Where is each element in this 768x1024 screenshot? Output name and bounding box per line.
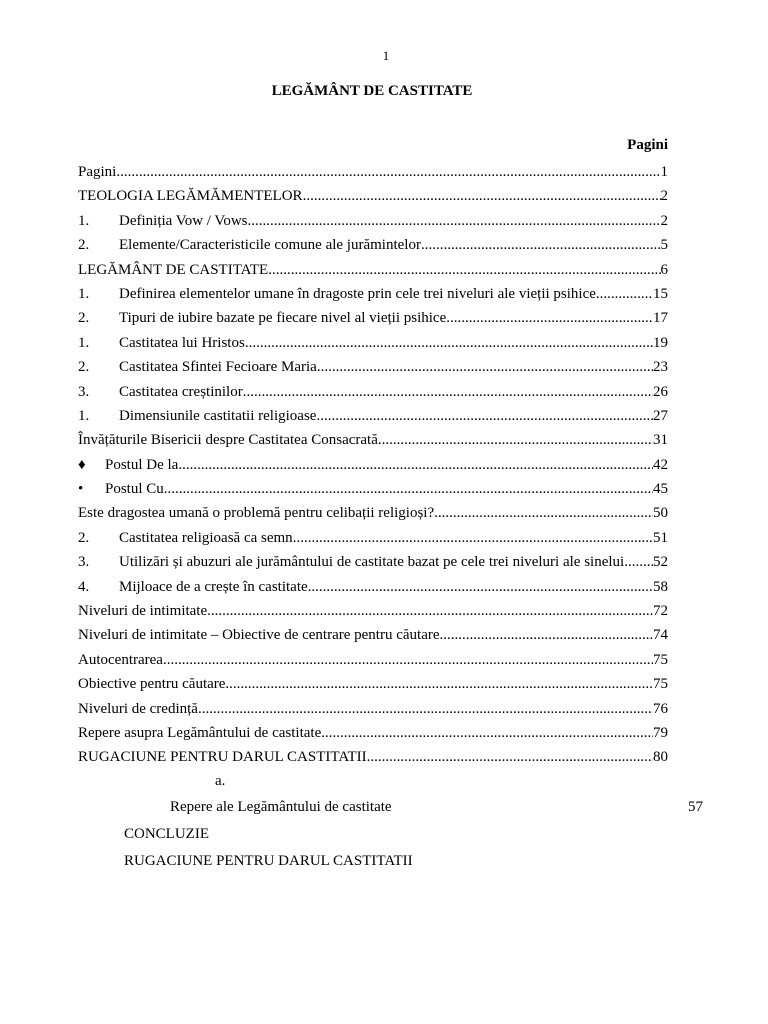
toc-entry-leader (308, 575, 653, 599)
toc-entry-label: Castitatea lui Hristos (119, 334, 245, 351)
toc-entry-page: 19 (653, 334, 668, 351)
toc-entry-marker: 1. (78, 334, 90, 351)
toc-entry-label: RUGACIUNE PENTRU DARUL CASTITATII (78, 749, 367, 766)
toc-entry-marker: 1. (78, 407, 90, 424)
toc-entry-page: 50 (653, 505, 668, 522)
toc-entry-marker: 2. (78, 237, 90, 254)
page-number: 1 (382, 48, 390, 63)
toc-entry[interactable] (78, 526, 668, 550)
toc-entry-page: 5 (660, 237, 668, 254)
toc-entry-label: LEGĂMÂNT DE CASTITATE (78, 261, 269, 278)
trailing-concluzie: CONCLUZIE (124, 826, 209, 842)
toc-entry[interactable] (78, 209, 668, 233)
toc-entry-label: Tipuri de iubire bazate pe fiecare nivel al vieții psihice (119, 310, 447, 327)
toc-entry[interactable] (78, 160, 668, 184)
toc-entry[interactable] (78, 721, 668, 745)
toc-entry-page: 27 (653, 407, 668, 424)
toc-entry[interactable] (78, 623, 668, 647)
trailing-repere-page: 57 (688, 799, 703, 815)
toc-entry-marker: 1. (78, 212, 90, 229)
toc-entry-label: Niveluri de intimitate (78, 603, 208, 620)
trailing-rugaciune: RUGACIUNE PENTRU DARUL CASTITATII (124, 853, 413, 869)
toc-entry-label: Pagini (78, 164, 117, 180)
toc-entry-page: 31 (653, 432, 668, 449)
toc-entry-marker: 3. (78, 554, 90, 571)
document-title: LEGĂMÂNT DE CASTITATE (271, 83, 473, 99)
toc-entry-leader (321, 721, 653, 745)
toc-entry-page: 80 (653, 749, 668, 766)
toc-entry-page: 45 (653, 481, 668, 498)
toc-entry-label: Repere asupra Legământului de castitate (78, 724, 322, 741)
toc-entry-leader (378, 428, 653, 452)
toc-entry-leader (421, 233, 661, 257)
toc-entry[interactable] (78, 648, 668, 672)
toc-entry[interactable] (78, 380, 668, 404)
toc-entry[interactable] (78, 550, 668, 574)
toc-entry-leader (434, 501, 653, 525)
toc-entry-page: 72 (653, 603, 668, 620)
toc-entry[interactable] (78, 355, 668, 379)
toc-entry-label: Castitatea creștinilor (119, 383, 243, 400)
toc-entry[interactable] (78, 331, 668, 355)
toc-entry-page: 1 (660, 164, 668, 180)
toc-entry-page: 52 (653, 554, 668, 571)
toc-entry[interactable] (78, 428, 668, 452)
toc-entry-leader (164, 477, 653, 501)
table-of-contents (78, 160, 668, 770)
toc-entry-marker: 4. (78, 578, 90, 595)
toc-entry[interactable] (78, 575, 668, 599)
toc-entry-page: 23 (653, 359, 668, 376)
toc-entry[interactable] (78, 453, 668, 477)
toc-entry-page: 17 (653, 310, 668, 327)
toc-entry-marker: 3. (78, 383, 90, 400)
toc-entry-leader (596, 282, 653, 306)
toc-entry-label: Învățăturile Bisericii despre Castitatea Consacrată (78, 432, 378, 449)
toc-entry-page: 51 (653, 529, 668, 546)
toc-entry-label: Este dragostea umană o problemă pentru celibații religioși? (78, 505, 435, 522)
toc-entry-page: 74 (653, 627, 668, 644)
toc-entry-leader (248, 209, 661, 233)
toc-entry-label: Castitatea religioasă ca semn (119, 529, 293, 546)
toc-entry-leader (198, 697, 653, 721)
toc-entry[interactable] (78, 282, 668, 306)
toc-entry-leader (440, 623, 653, 647)
toc-entry[interactable] (78, 745, 668, 769)
toc-entry[interactable] (78, 233, 668, 257)
toc-entry-leader (225, 672, 653, 696)
toc-entry-label: Autocentrarea (78, 651, 163, 668)
toc-entry-page: 15 (653, 285, 668, 302)
toc-entry-leader (367, 745, 653, 769)
toc-entry-marker: 2. (78, 310, 90, 327)
toc-entry[interactable] (78, 697, 668, 721)
toc-entry-label: Utilizări și abuzuri ale jurământului de castitate bazat pe cele trei niveluri ale sinelui (119, 554, 625, 571)
toc-entry[interactable] (78, 477, 668, 501)
toc-entry-leader (317, 355, 653, 379)
toc-entry-label: Postul Cu (105, 481, 164, 498)
toc-entry-leader (178, 453, 653, 477)
toc-entry-leader (207, 599, 653, 623)
toc-entry-leader (116, 160, 660, 184)
toc-entry-label: Postul De la (105, 456, 179, 473)
toc-entry-page: 2 (660, 188, 668, 205)
toc-entry-page: 75 (653, 676, 668, 693)
trailing-repere-label: Repere ale Legământului de castitate (170, 799, 392, 815)
toc-entry-label: Elemente/Caracteristicile comune ale jurămintelor (119, 237, 421, 254)
toc-entry[interactable] (78, 599, 668, 623)
toc-entry-leader (163, 648, 653, 672)
toc-entry-page: 2 (660, 212, 668, 229)
toc-entry-page: 6 (660, 261, 668, 278)
toc-entry-page: 79 (653, 724, 668, 741)
toc-entry[interactable] (78, 404, 668, 428)
trailing-item-marker: a. (215, 773, 226, 789)
toc-entry-marker: • (78, 481, 84, 498)
toc-entry-page: 75 (653, 651, 668, 668)
toc-entry-label: Definirea elementelor umane în dragoste prin cele trei niveluri ale vieții psihice (119, 285, 596, 302)
toc-entry-label: Definiția Vow / Vows (119, 212, 248, 229)
toc-entry-leader (303, 184, 661, 208)
toc-entry-label: TEOLOGIA LEGĂMĂMENTELOR (78, 188, 303, 205)
toc-entry-leader (243, 380, 653, 404)
toc-entry-page: 76 (653, 700, 668, 717)
toc-entry-leader (293, 526, 653, 550)
toc-entry-marker: ♦ (78, 456, 86, 473)
toc-entry-marker: 1. (78, 285, 90, 302)
toc-entry-leader (316, 404, 653, 428)
toc-entry[interactable] (78, 672, 668, 696)
toc-entry-label: Niveluri de credință (78, 700, 198, 717)
toc-entry-leader (245, 331, 653, 355)
toc-entry-page: 26 (653, 383, 668, 400)
toc-entry-label: Castitatea Sfintei Fecioare Maria (119, 359, 317, 376)
toc-entry[interactable] (78, 306, 668, 330)
toc-entry[interactable] (78, 184, 668, 208)
toc-entry-label: Mijloace de a crește în castitate (119, 578, 308, 595)
toc-entry-leader (624, 550, 653, 574)
toc-entry-marker: 2. (78, 359, 90, 376)
toc-entry-label: Niveluri de intimitate – Obiective de centrare pentru căutare (78, 627, 440, 644)
toc-entry-page: 42 (653, 456, 668, 473)
toc-entry-leader (268, 258, 660, 282)
toc-entry[interactable] (78, 258, 668, 282)
toc-entry[interactable] (78, 501, 668, 525)
toc-entry-marker: 2. (78, 529, 90, 546)
toc-entry-leader (446, 306, 653, 330)
toc-entry-label: Obiective pentru căutare (78, 676, 226, 693)
pages-column-header: Pagini (627, 137, 668, 153)
toc-entry-label: Dimensiunile castitatii religioase (119, 407, 317, 424)
toc-entry-page: 58 (653, 578, 668, 595)
